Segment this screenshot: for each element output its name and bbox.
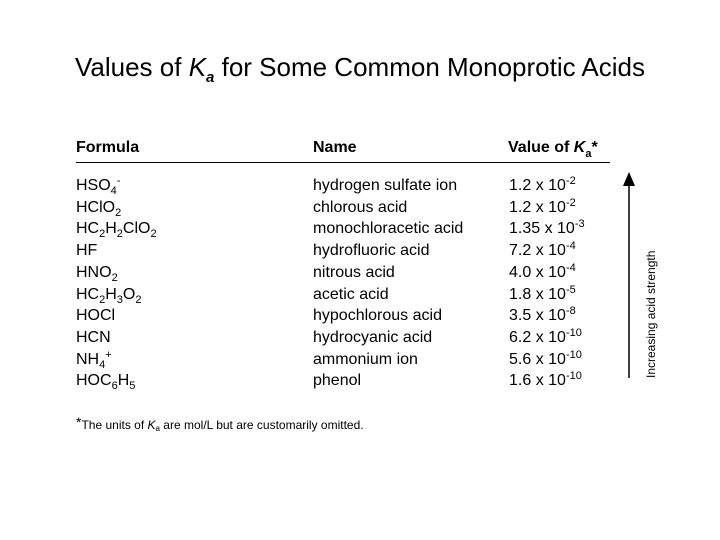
formula-cell: HF xyxy=(76,242,98,260)
name-cell: hydrofluoric acid xyxy=(313,242,430,260)
name-cell: phenol xyxy=(313,372,362,390)
formula-cell: HOCl xyxy=(76,307,116,325)
formula-cell: HClO$_2$ xyxy=(76,198,122,219)
value-cell: 3.5 x $10^{-8}$ xyxy=(509,305,576,325)
value-cell: 1.2 x $10^{-2}$ xyxy=(509,175,576,194)
name-cell: nitrous acid xyxy=(313,263,395,281)
formula-cell: $HSO_4^-$ xyxy=(76,175,121,197)
name-cell: monochloracetic acid xyxy=(313,220,464,238)
value-cell: 5.6 x $10^{-10}$ xyxy=(509,348,582,368)
formula-cell: $HC_2H_3O_2$ xyxy=(76,285,142,306)
value-column xyxy=(509,175,585,392)
header-divider xyxy=(76,162,610,163)
name-cell: hydrocyanic acid xyxy=(313,328,433,346)
value-cell: 6.2 x $10^{-10}$ xyxy=(509,326,582,346)
name-cell: chlorous acid xyxy=(313,198,408,216)
value-header: Value of $K_a*$ xyxy=(508,139,598,160)
footnote: *The units of $K_a$ are mol/L but are customarily omitted. xyxy=(76,414,364,433)
title-k: K xyxy=(188,52,207,82)
acid-strength-arrow xyxy=(622,172,636,378)
formula-cell: HCN xyxy=(76,328,111,346)
name-cell: hydrogen sulfate ion xyxy=(313,177,458,194)
value-cell: 1.35 x $10^{-3}$ xyxy=(509,218,585,238)
value-cell: 1.8 x $10^{-5}$ xyxy=(509,283,576,303)
value-cell: 7.2 x $10^{-4}$ xyxy=(509,240,576,260)
formula-cell: $HNO_2$ xyxy=(76,263,118,284)
name-cell: acetic acid xyxy=(313,285,389,303)
name-header: Name xyxy=(313,139,357,156)
formula-column xyxy=(76,175,157,392)
slide-title: Values of $K_a$ for Some Common Monoprotic Acids xyxy=(74,52,645,86)
name-cell: ammonium ion xyxy=(313,350,418,368)
formula-header: Formula xyxy=(76,139,140,156)
value-cell: 1.6 x $10^{-10}$ xyxy=(509,370,582,390)
value-cell: 4.0 x $10^{-4}$ xyxy=(509,261,576,281)
formula-cell: $HC_2H_2ClO_2$ xyxy=(76,220,157,241)
name-cell: hypochlorous acid xyxy=(313,307,442,325)
formula-cell: $HOC_6H_5$ xyxy=(76,372,136,393)
name-column xyxy=(313,175,463,392)
title-k-subscript: a xyxy=(206,69,215,86)
value-cell: 1.2 x $10^{-2}$ xyxy=(509,196,576,216)
formula-cell: $NH_4^+$ xyxy=(76,348,112,371)
acid-strength-label: Increasing acid strength xyxy=(644,250,658,378)
